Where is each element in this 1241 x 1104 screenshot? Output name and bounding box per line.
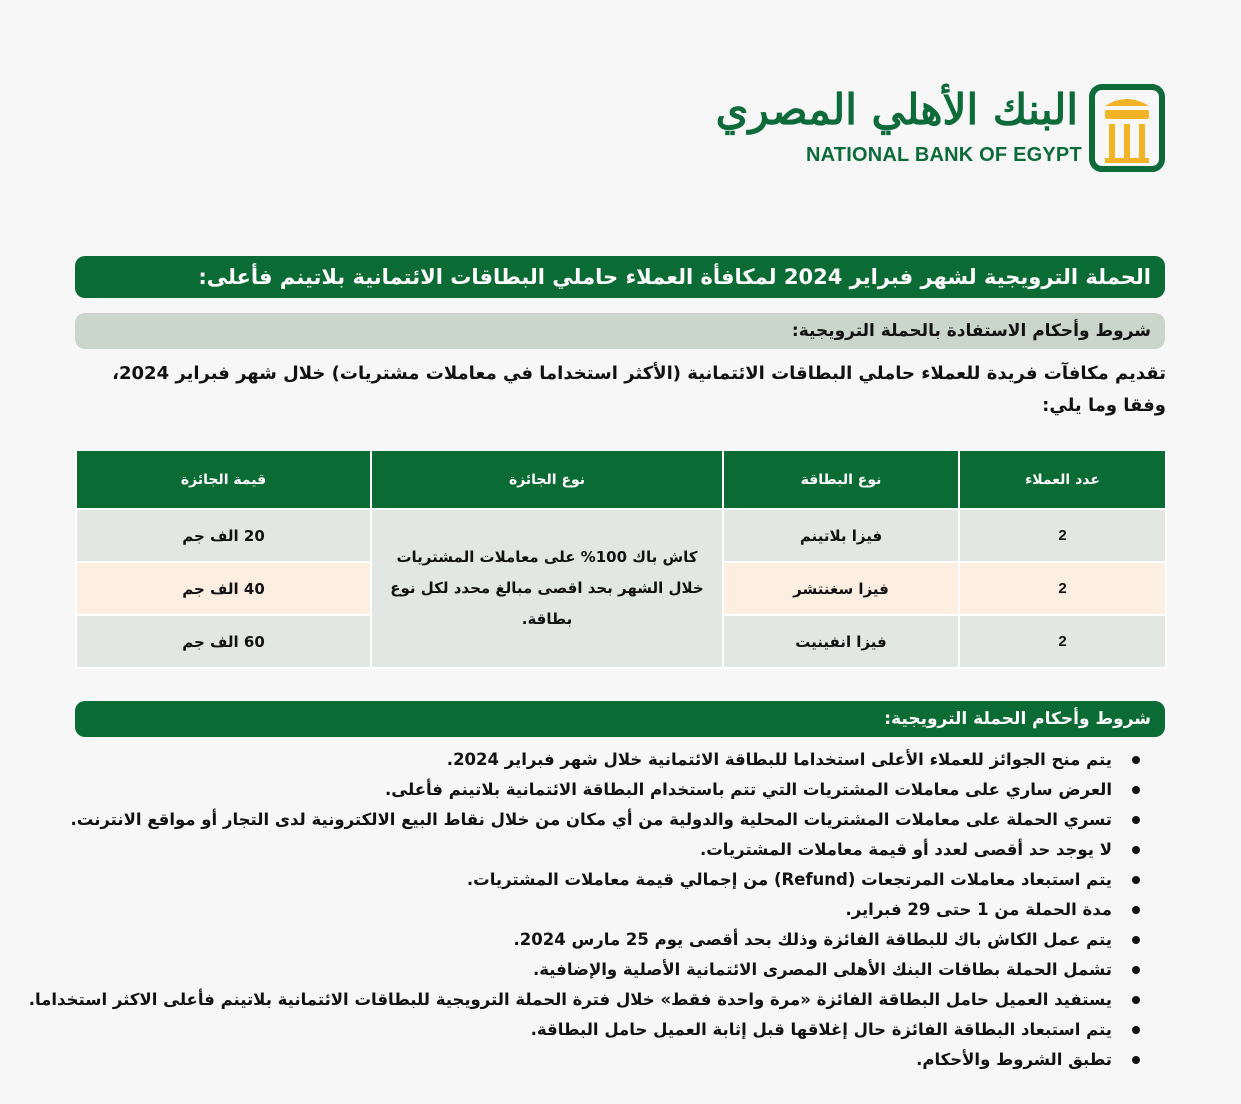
list-item: تسري الحملة على معاملات المشتريات المحلية والدولية من أي مكان من خلال نقاط البيع الالكترونية لدى التجار أو مواقع الانترنت. bbox=[60, 805, 1146, 835]
terms-title-bar bbox=[75, 701, 1165, 737]
list-item: يتم استبعاد معاملات المرتجعات (Refund) من إجمالي قيمة معاملات المشتريات. bbox=[60, 865, 1146, 895]
bank-logo bbox=[715, 80, 1166, 175]
bullet-icon bbox=[1132, 876, 1140, 884]
bullet-icon bbox=[1132, 996, 1140, 1004]
list-item: يتم استبعاد البطاقة الفائزة حال إغلاقها قبل إثابة العميل حامل البطاقة. bbox=[60, 1015, 1146, 1045]
card-type-cell: فيزا سغنتشر bbox=[723, 562, 959, 615]
list-item: يتم عمل الكاش باك للبطاقة الفائزة وذلك بحد أقصى يوم 25 مارس 2024. bbox=[60, 925, 1146, 955]
header-customer-count: عدد العملاء bbox=[959, 451, 1166, 509]
subheadline-text: شروط وأحكام الاستفادة بالحملة الترويجية: bbox=[791, 321, 1151, 341]
terms-title-text: شروط وأحكام الحملة الترويجية: bbox=[884, 709, 1151, 729]
logo-english-name: NATIONAL BANK OF EGYPT bbox=[806, 144, 1082, 166]
bullet-icon bbox=[1132, 966, 1140, 974]
prize-value-cell: 60 الف جم bbox=[76, 615, 371, 668]
list-item: تطبق الشروط والأحكام. bbox=[60, 1045, 1146, 1075]
prize-value-cell: 40 الف جم bbox=[76, 562, 371, 615]
list-item: تشمل الحملة بطاقات البنك الأهلى المصرى الائتمانية الأصلية والإضافية. bbox=[60, 955, 1146, 985]
bullet-icon bbox=[1132, 1026, 1140, 1034]
logo-arabic-name: البنك الأهلي المصري bbox=[715, 85, 1078, 134]
headline-bar bbox=[75, 256, 1165, 298]
customer-count-cell: 2 bbox=[959, 562, 1166, 615]
bullet-icon bbox=[1132, 846, 1140, 854]
bullet-icon bbox=[1132, 816, 1140, 824]
header-card-type: نوع البطاقة bbox=[723, 451, 959, 509]
prize-value-cell: 20 الف جم bbox=[76, 509, 371, 562]
bullet-icon bbox=[1132, 756, 1140, 764]
bank-emblem-icon bbox=[1089, 84, 1165, 172]
terms-list bbox=[28, 745, 1146, 1075]
list-item: يتم منح الجوائز للعملاء الأعلى استخداما للبطاقة الائتمانية خلال شهر فبراير 2024. bbox=[60, 745, 1146, 775]
prize-table bbox=[75, 451, 1167, 669]
prize-type-cell: كاش باك 100% على معاملات المشتريات خلال الشهر بحد اقصى مبالغ محدد لكل نوع بطاقة. bbox=[371, 509, 723, 668]
card-type-cell: فيزا انفينيت bbox=[723, 615, 959, 668]
header-prize-type: نوع الجائزة bbox=[371, 451, 723, 509]
intro-paragraph: تقديم مكافآت فريدة للعملاء حاملي البطاقات الائتمانية (الأكثر استخداما في معاملات مشتريات) خلال شهر فبراير 2024، وفقا وما يلي: bbox=[112, 363, 1166, 416]
customer-count-cell: 2 bbox=[959, 509, 1166, 562]
bullet-icon bbox=[1132, 786, 1140, 794]
list-item: مدة الحملة من 1 حتى 29 فبراير. bbox=[60, 895, 1146, 925]
table-row bbox=[76, 509, 1166, 562]
table-header-row bbox=[76, 451, 1166, 509]
customer-count-cell: 2 bbox=[959, 615, 1166, 668]
header-prize-value: قيمة الجائزة bbox=[76, 451, 371, 509]
bullet-icon bbox=[1132, 936, 1140, 944]
list-item: يستفيد العميل حامل البطاقة الفائزة «مرة واحدة فقط» خلال فترة الحملة الترويجية للبطاقات الائتمانية بلاتينم فأعلى الاكثر استخداما. bbox=[60, 985, 1146, 1015]
card-type-cell: فيزا بلاتينم bbox=[723, 509, 959, 562]
headline-text: الحملة الترويجية لشهر فبراير 2024 لمكافأة العملاء حاملي البطاقات الائتمانية بلاتينم فأعلى: bbox=[198, 265, 1151, 289]
list-item: لا يوجد حد أقصى لعدد أو قيمة معاملات المشتريات. bbox=[60, 835, 1146, 865]
bullet-icon bbox=[1132, 906, 1140, 914]
list-item: العرض ساري على معاملات المشتريات التي تتم باستخدام البطاقة الائتمانية بلاتينم فأعلى. bbox=[60, 775, 1146, 805]
subheadline-bar bbox=[75, 313, 1165, 349]
bullet-icon bbox=[1132, 1056, 1140, 1064]
